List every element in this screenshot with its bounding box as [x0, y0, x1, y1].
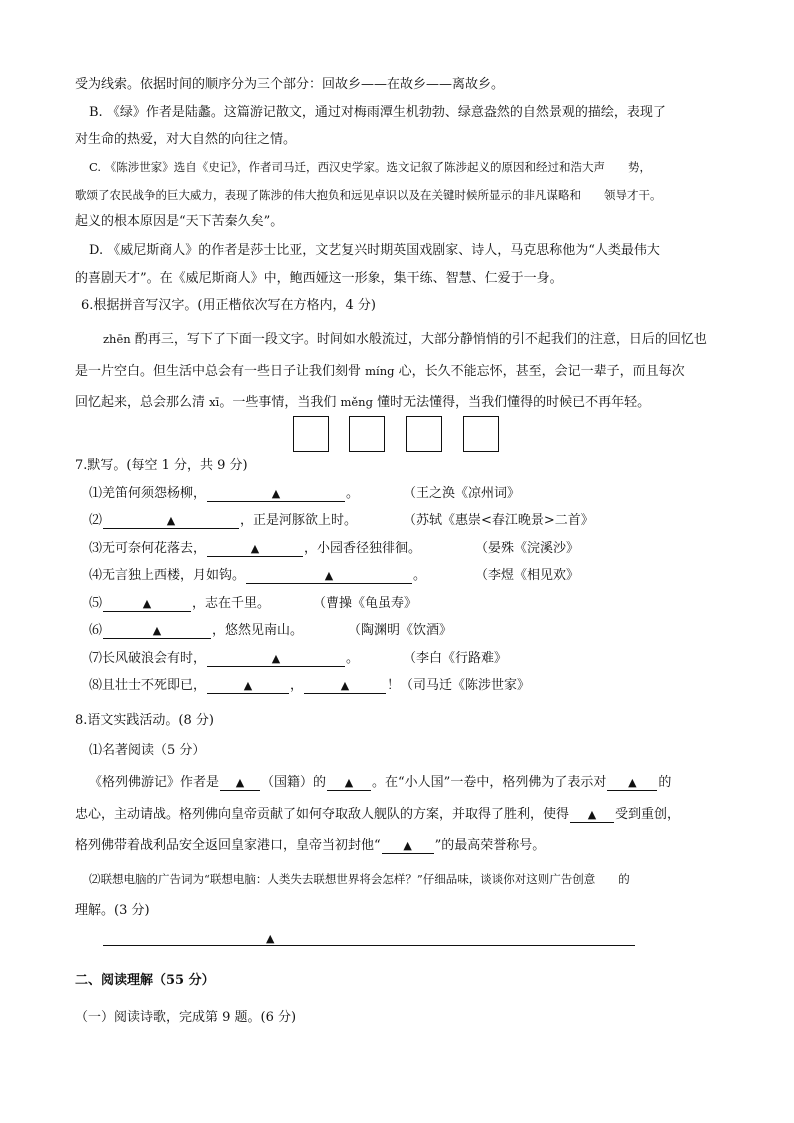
fill-blank[interactable] [246, 569, 412, 584]
fill-blank-enemy[interactable] [570, 808, 614, 823]
verse-text: 。 [413, 568, 427, 583]
verse-text: ，悠然见南山。 [212, 623, 304, 638]
pinyin-zhen: zhēn [103, 332, 131, 346]
fill-blank[interactable] [207, 652, 345, 667]
q6-text-line2 [75, 362, 685, 381]
fill-blank-identity[interactable] [327, 776, 371, 791]
q8-text: ”的最高荣誉称号。 [434, 838, 546, 853]
section-2-title: 二、阅读理解（55 分） [75, 973, 215, 988]
q7-source-3: （晏殊《浣溪沙》 [475, 541, 580, 556]
answer-box-1[interactable] [293, 416, 329, 452]
verse-text: ，正是河豚欲上时。 [240, 513, 358, 528]
fill-blank[interactable] [207, 542, 303, 557]
q7-item-4 [89, 567, 426, 585]
q7-item-5 [89, 595, 270, 613]
q7-item-2 [89, 512, 357, 530]
q6-text: 回忆起来，总会那么清 [75, 395, 210, 410]
q7-item-7 [89, 650, 359, 668]
option-b-line1: B. 《绿》作者是陆蠡。这篇游记散文，通过对梅雨潭生机勃勃、绿意盎然的自然景观的描绘，表现了 [89, 105, 666, 120]
option-c-line2: 歌颂了农民战争的巨大威力，表现了陈涉的伟大抱负和远见卓识以及在关键时候所显示的非凡谋略和 领导才干。 [75, 188, 662, 202]
q7-source-5: （曹操《龟虽寿》 [313, 596, 418, 611]
q8-para-line1 [89, 774, 671, 792]
fill-blank[interactable] [304, 679, 386, 694]
q6-text: 懂时无法懂得，当我们懂得的时候已不再年轻。 [372, 395, 651, 410]
q7-item-1 [89, 485, 359, 503]
blank-marker: ▲ [235, 776, 245, 789]
option-d-line1: D. 《威尼斯商人》的作者是莎士比亚，文艺复兴时期英国戏剧家、诗人，马克思称他为“人类最伟大 [89, 243, 660, 258]
option-a-tail: 受为线索。依据时间的顺序分为三个部分：回故乡——在故乡——离故乡。 [75, 77, 505, 92]
verse-text: ⑺长风破浪会有时， [89, 651, 207, 666]
blank-marker: ▲ [587, 808, 597, 821]
q8-sub1: ⑴名著阅读（5 分） [89, 743, 206, 758]
q7-source-2: （苏轼《惠崇<春江晚景>二首》 [403, 513, 594, 528]
q8-text: 《格列佛游记》作者是 [89, 775, 220, 790]
verse-text: ⑻且壮士不死即已， [89, 678, 207, 693]
q8-text: （国籍）的 [261, 775, 327, 790]
q7-item-8 [89, 677, 530, 695]
verse-text: ⑸ [89, 596, 103, 611]
verse-text: ⑹ [89, 623, 103, 638]
blank-marker: ▲ [628, 776, 637, 789]
pinyin-xi: xī [209, 395, 220, 409]
q8-text: 受到重创， [615, 807, 681, 822]
q7-source-1: （王之涣《凉州词》 [403, 486, 521, 501]
blank-marker: ▲ [403, 839, 412, 852]
pinyin-meng: měng [340, 395, 373, 409]
blank-marker: ▲ [250, 542, 260, 555]
blank-marker: ▲ [243, 679, 253, 692]
q8-sub2-line2: 理解。(3 分) [75, 903, 150, 918]
q8-text: 。在“小人国”一卷中，格列佛为了表示对 [372, 775, 607, 790]
q6-text: 是一片空白。但生活中总会有一些日子让我们刻骨 [75, 364, 366, 379]
q7-source-8: （司马迁《陈涉世家》 [400, 678, 531, 693]
q7-item-3 [89, 540, 421, 558]
option-c-line1: C. 《陈涉世家》选自《史记》，作者司马迁，西汉史学家。选文记叙了陈涉起义的原因和经过和浩大声 势， [89, 160, 651, 174]
verse-text: ， [290, 678, 304, 693]
q6-title: 6.根据拼音写汉字。(用正楷依次写在方格内，4 分) [81, 298, 376, 313]
answer-box-3[interactable] [406, 416, 442, 452]
blank-marker: ▲ [266, 932, 275, 945]
q8-para-line3 [75, 837, 545, 855]
section-2-part1: （一）阅读诗歌，完成第 9 题。(6 分) [75, 1010, 297, 1025]
blank-marker: ▲ [340, 679, 350, 692]
fill-blank[interactable] [103, 514, 239, 529]
blank-marker: ▲ [142, 597, 152, 610]
q7-item-6 [89, 622, 303, 640]
verse-text: 。 [346, 651, 360, 666]
option-d-line2: 的喜剧天才”。在《威尼斯商人》中，鲍西娅这一形象，集干练、智慧、仁爱于一身。 [75, 271, 563, 286]
option-c-line3: 起义的根本原因是“天下苦秦久矣”。 [75, 214, 284, 229]
q6-text-line1 [103, 330, 707, 349]
blank-marker: ▲ [324, 569, 334, 582]
q7-source-4: （李煜《相见欢》 [475, 568, 580, 583]
fill-blank[interactable] [207, 487, 345, 502]
q7-title: 7.默写。(每空 1 分，共 9 分) [75, 458, 248, 473]
fill-blank-author[interactable] [220, 776, 260, 791]
fill-blank-title[interactable] [382, 839, 434, 854]
verse-text: 。 [346, 486, 360, 501]
verse-text: ，志在千里。 [192, 596, 271, 611]
q6-text: 。一些事情，当我们 [219, 395, 341, 410]
blank-marker: ▲ [166, 514, 176, 527]
verse-text: ⑷无言独上西楼，月如钩。 [89, 568, 246, 583]
pinyin-ming: míng [365, 364, 395, 378]
fill-blank[interactable] [103, 624, 211, 639]
q8-text: 忠心，主动请战。格列佛向皇帝贡献了如何夺取敌人舰队的方案，并取得了胜利，使得 [75, 807, 570, 822]
blank-marker: ▲ [271, 487, 281, 500]
q8-title: 8.语文实践活动。(8 分) [75, 713, 214, 728]
q7-source-6: （陶渊明《饮酒》 [348, 623, 453, 638]
verse-text: ⑵ [89, 513, 103, 528]
fill-blank[interactable] [103, 597, 191, 612]
q8-para-line2 [75, 806, 680, 824]
verse-text: ⑴羌笛何须怨杨柳， [89, 486, 207, 501]
fill-blank-loyalty[interactable] [607, 776, 657, 791]
q6-text: 心，长久不能忘怀，甚至，会记一辈子，而且每次 [394, 364, 685, 379]
answer-box-2[interactable] [349, 416, 385, 452]
verse-text: ！ [387, 678, 401, 693]
verse-text: ⑶无可奈何花落去， [89, 541, 207, 556]
blank-marker: ▲ [271, 652, 281, 665]
verse-text: ，小园香径独徘徊。 [304, 541, 422, 556]
q8-text: 的 [658, 775, 672, 790]
q6-text-line3 [75, 393, 650, 412]
q8-text: 格列佛带着战利品安全返回皇家港口，皇帝当初封他“ [75, 838, 381, 853]
blank-marker: ▲ [152, 624, 162, 637]
answer-line[interactable] [103, 945, 635, 946]
q8-sub2: ⑵联想电脑的广告词为“联想电脑：人类失去联想世界将会怎样？”仔细品味，谈谈你对这则广告创意 的 [89, 872, 630, 886]
answer-box-4[interactable] [463, 416, 499, 452]
q6-text: 酌再三，写下了下面一段文字。时间如水般流过，大部分静悄悄的引不起我们的注意，日后的回忆也 [130, 332, 707, 347]
blank-marker: ▲ [344, 776, 354, 789]
option-b-line2: 对生命的热爱，对大自然的向往之情。 [75, 132, 297, 147]
fill-blank[interactable] [207, 679, 289, 694]
q7-source-7: （李白《行路难》 [403, 651, 508, 666]
